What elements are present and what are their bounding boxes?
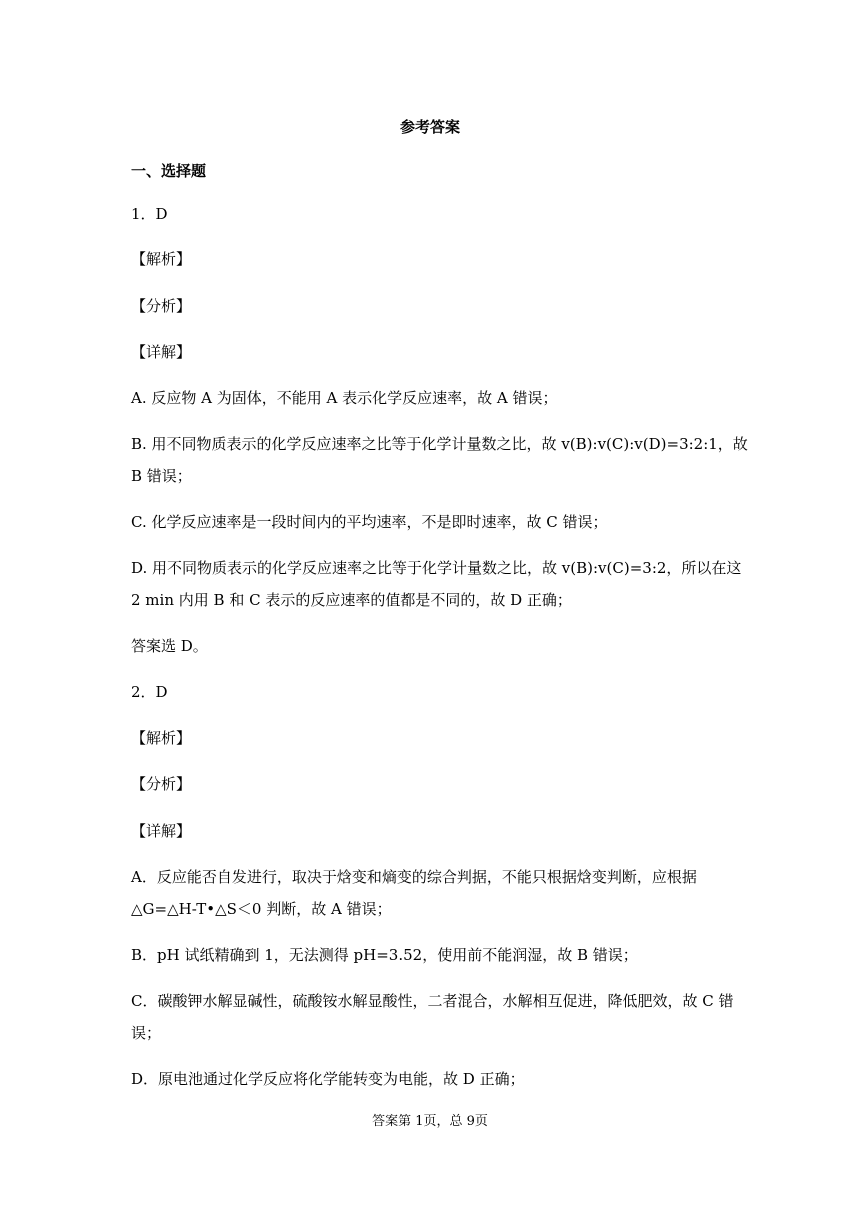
q1-option-c: C. 化学反应速率是一段时间内的平均速率，不是即时速率，故 C 错误；	[131, 513, 608, 531]
q1-conclusion: 答案选 D。	[131, 637, 208, 655]
q1-option-d-line1: D. 用不同物质表示的化学反应速率之比等于化学计量数之比，故 v(B):v(C)=3:2，所以在这	[131, 559, 742, 577]
q1-fenxi-label: 【分析】	[131, 297, 192, 315]
section-heading: 一、选择题	[131, 162, 207, 180]
q1-jiexi-label: 【解析】	[131, 250, 192, 268]
q2-jiexi-label: 【解析】	[131, 729, 192, 747]
q1-option-b-line1: B. 用不同物质表示的化学反应速率之比等于化学计量数之比，故 v(B):v(C):v(D)=3:2:1，故	[131, 435, 748, 453]
q2-xiangjie-label: 【详解】	[131, 822, 192, 840]
q2-option-d: D．原电池通过化学反应将化学能转变为电能，故 D 正确；	[131, 1070, 525, 1088]
q1-xiangjie-label: 【详解】	[131, 343, 192, 361]
q2-option-c-line1: C．碳酸钾水解显碱性，硫酸铵水解显酸性，二者混合，水解相互促进，降低肥效，故 C 错	[131, 992, 734, 1010]
q2-option-a-line1: A．反应能否自发进行，取决于焓变和熵变的综合判据，不能只根据焓变判断，应根据	[131, 868, 697, 886]
q2-option-b: B．pH 试纸精确到 1，无法测得 pH=3.52，使用前不能润湿，故 B 错误；	[131, 946, 638, 964]
q1-option-d-line2: 2 min 内用 B 和 C 表示的反应速率的值都是不同的，故 D 正确；	[131, 591, 572, 609]
q2-answer: 2．D	[131, 683, 168, 701]
q2-option-c-line2: 误；	[131, 1024, 162, 1042]
q1-option-b-line2: B 错误；	[131, 467, 192, 485]
q1-option-a: A. 反应物 A 为固体，不能用 A 表示化学反应速率，故 A 错误；	[131, 389, 558, 407]
page-title: 参考答案	[399, 118, 460, 136]
q1-answer: 1．D	[131, 205, 168, 223]
page-footer: 答案第 1页，总 9页	[372, 1114, 488, 1129]
q2-option-a-line2: △G=△H-T•△S＜0 判断，故 A 错误；	[131, 900, 392, 918]
q2-fenxi-label: 【分析】	[131, 775, 192, 793]
